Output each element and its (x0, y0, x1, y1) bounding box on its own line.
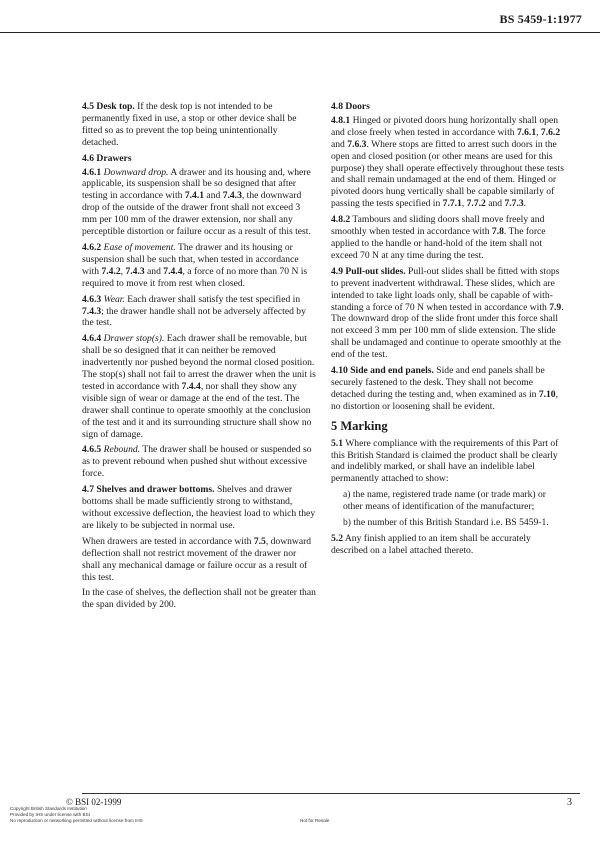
clause-text: Each drawer shall be removable, but shall be so designed that it can neither be removed inadvertently nor pushed beyond the normal closed position. The stop(s) shall not fail to arrest the drawer when the unit is tested in accordance with (82, 333, 316, 392)
clause-number: 4.6.2 (82, 241, 102, 253)
clause-subtitle: Rebound. (103, 444, 141, 456)
clause-ref: 7.4.2 (101, 265, 121, 277)
clause-subtitle: Downward drop. (103, 166, 169, 178)
clause-4-9 (331, 266, 565, 361)
clause-text: , no distortion or loosening shall be evident. (331, 388, 559, 412)
clause-ref: 7.7.1 (442, 198, 462, 210)
clause-text: . The downward drop of the slide front under this force shall not exceed 3 mm per 100 mm of slide extension. The slide shall be undamaged and continue to operate smoothly at the end of the test. (331, 301, 564, 361)
clause-ref: 7.7.2 (466, 198, 486, 210)
clause-4-6-3 (82, 294, 316, 330)
clause-text: Side and end panels shall be securely fastened to the desk. They shall not become detached during the testing and, when examined as in (331, 365, 545, 400)
not-for-resale: Not for Resale (300, 818, 330, 823)
clause-number: 4.6.5 (82, 444, 102, 456)
clause-text: The drawer and its housing or suspension shall be such that, when tested in accordance with (82, 241, 299, 277)
clause-text: ; the drawer handle shall not be adversely affected by the test. (82, 305, 306, 329)
clause-5-1 (331, 438, 565, 486)
clause-4-8-2 (331, 214, 565, 262)
clause-4-6-5 (82, 444, 316, 480)
copyright-notice: © BSI 02-1999 (66, 797, 122, 807)
clause-text: The drawer shall be housed or suspended so as to prevent rebound when pushed shut without excessive force. (82, 444, 312, 480)
clause-ref: 7.10 (538, 388, 556, 400)
clause-4-5 (82, 101, 316, 149)
clause-text: If the desk top is not intended to be permanently fixed in use, a stop or other device shall be fitted so as to prevent the top being unintentionally detached. (82, 101, 297, 148)
clause-text: . (523, 198, 527, 210)
page-number: 3 (567, 797, 572, 808)
clause-ref: 7.4.4 (163, 265, 183, 277)
clause-ref: 7.4.3 (82, 305, 102, 317)
clause-number: 4.6.3 (82, 293, 102, 305)
clause-4-8-1 (331, 115, 565, 210)
clause-ref: 7.5 (253, 535, 266, 547)
clause-number: 5.2 (331, 533, 343, 544)
heading-4-8-doors: 4.8 Doors (331, 101, 370, 112)
clause-subtitle: Wear. (103, 293, 125, 305)
license-line: No reproduction or networking permitted without license from IHS (10, 818, 143, 823)
clause-text: and (331, 138, 348, 150)
clause-ref: 7.9 (549, 301, 562, 313)
clause-ref: 7.4.3 (222, 190, 242, 202)
license-line: Provided by IHS under license with BSI (10, 812, 90, 817)
clause-ref: 7.6.3 (347, 138, 367, 150)
clause-heading: 4.9 Pull-out slides. (331, 265, 406, 277)
clause-text: , downward deflection shall not restrict movement of the drawer nor shall any mechanical damage or failure occur as a result of this test. (82, 535, 312, 583)
clause-text: , (120, 265, 126, 277)
clause-text: and (144, 265, 164, 277)
right-column (331, 101, 565, 561)
clause-text: , the downward drop of the outside of the drawer front shall not exceed 3 mm per 100 mm of the drawer extension, nor shall any perceptible distortion or failure occur as a result of this test. (82, 190, 311, 238)
clause-text: Tambours and sliding doors shall move freely and smoothly when tested in accordance with (331, 214, 545, 238)
clause-number: 5.1 (331, 437, 343, 449)
clause-text: Where compliance with the requirements of this Part of this British Standard is claimed the product shall be clearly and indelibly marked, or shall have an indelible label permanently attached to show: (331, 437, 559, 485)
license-notice (10, 806, 143, 824)
clause-text: Each drawer shall satisfy the test specified in (124, 293, 301, 305)
header-rule (0, 32, 600, 33)
marking-list (331, 489, 565, 529)
clause-text: , (461, 198, 467, 210)
clause-text: Hinged or pivoted doors hung horizontally shall open and close freely when tested in accordance with (331, 114, 559, 138)
license-line: Copyright British Standards Institution (10, 806, 87, 811)
clause-ref: 7.4.4 (181, 380, 201, 392)
clause-4-7-para-2 (82, 536, 316, 584)
clause-number: 4.8.2 (331, 214, 351, 226)
clause-text: and (204, 190, 223, 202)
left-column (82, 101, 316, 615)
list-item: b) the number of this British Standard i.e. BS 5459-1. (343, 517, 549, 529)
clause-4-7-para-3: In the case of shelves, the deflection shall not be greater than the span divided by 200. (82, 587, 316, 611)
clause-4-10 (331, 365, 565, 413)
clause-subtitle: Drawer stop(s). (103, 333, 165, 345)
clause-number: 4.6.4 (82, 333, 102, 345)
clause-4-6-1 (82, 167, 316, 238)
clause-text: A drawer and its housing and, where applicable, its suspension shall be so designed that after testing in accordance with (82, 166, 311, 202)
clause-ref: 7.4.1 (184, 190, 205, 202)
clause-4-7 (82, 484, 316, 532)
clause-number: 4.6.1 (82, 166, 102, 178)
clause-text: , a force of no more than 70 N is required to move it from rest when closed. (82, 265, 308, 289)
clause-heading: 4.10 Side and end panels. (331, 365, 434, 377)
clause-4-6-4 (82, 333, 316, 440)
clause-ref: 7.6.1 (516, 126, 537, 138)
heading-4-6-drawers: 4.6 Drawers (82, 152, 132, 164)
clause-4-6-2 (82, 242, 316, 290)
clause-text: , nor shall they show any visible sign of wear or damage at the end of the test. The drawer shall continue to operate smoothly at the conclusion of the test and it and its surrounding structure shall show no sign of damage. (82, 380, 312, 440)
clause-heading: 4.7 Shelves and drawer bottoms. (82, 484, 215, 496)
clause-ref: 7.4.3 (125, 265, 145, 277)
list-item: a) the name, registered trade name (or trade mark) or other means of identification of the manufacturer; (343, 489, 546, 513)
clause-ref: 7.6.2 (540, 126, 561, 138)
clause-text: and (485, 198, 505, 210)
clause-ref: 7.7.3 (504, 198, 524, 210)
clause-5-2 (331, 533, 565, 557)
clause-text: , (536, 126, 541, 138)
clause-heading: 4.5 Desk top. (82, 101, 135, 112)
clause-text: Shelves and drawer bottoms shall be made sufficiently strong to withstand, without excessive deflection, the heaviest load to which they are likely to be subjected in normal use. (82, 484, 316, 531)
clause-text: . Where stops are fitted to arrest such doors in the open and closed position (or other means are used for this purpose) they shall operate effectively throughout these tests and shall remain undamaged at the end of them. Hinged or pivoted doors hung vertically shall be capable similarly of passing the tests specified in (331, 138, 564, 210)
footer-rule (82, 793, 580, 794)
heading-5-marking: 5 Marking (331, 418, 388, 433)
clause-text: . The force applied to the handle or hand-hold of the item shall not exceed 70 N at any time during the test. (331, 226, 546, 261)
clause-number: 4.8.1 (331, 114, 351, 126)
clause-ref: 7.8 (491, 226, 504, 238)
clause-text: When drawers are tested in accordance with (82, 535, 254, 547)
clause-text: Any finish applied to an item shall be accurately described on a label attached thereto. (331, 533, 531, 556)
standard-number: BS 5459-1:1977 (499, 12, 582, 26)
clause-text: Pull-out slides shall be fitted with stops to prevent inadvertent withdrawal. These slides, which are intended to take light loads only, shall be capable of with-standing a force of 70 N when tested in accordance with (331, 265, 560, 313)
clause-subtitle: Ease of movement. (103, 241, 176, 253)
